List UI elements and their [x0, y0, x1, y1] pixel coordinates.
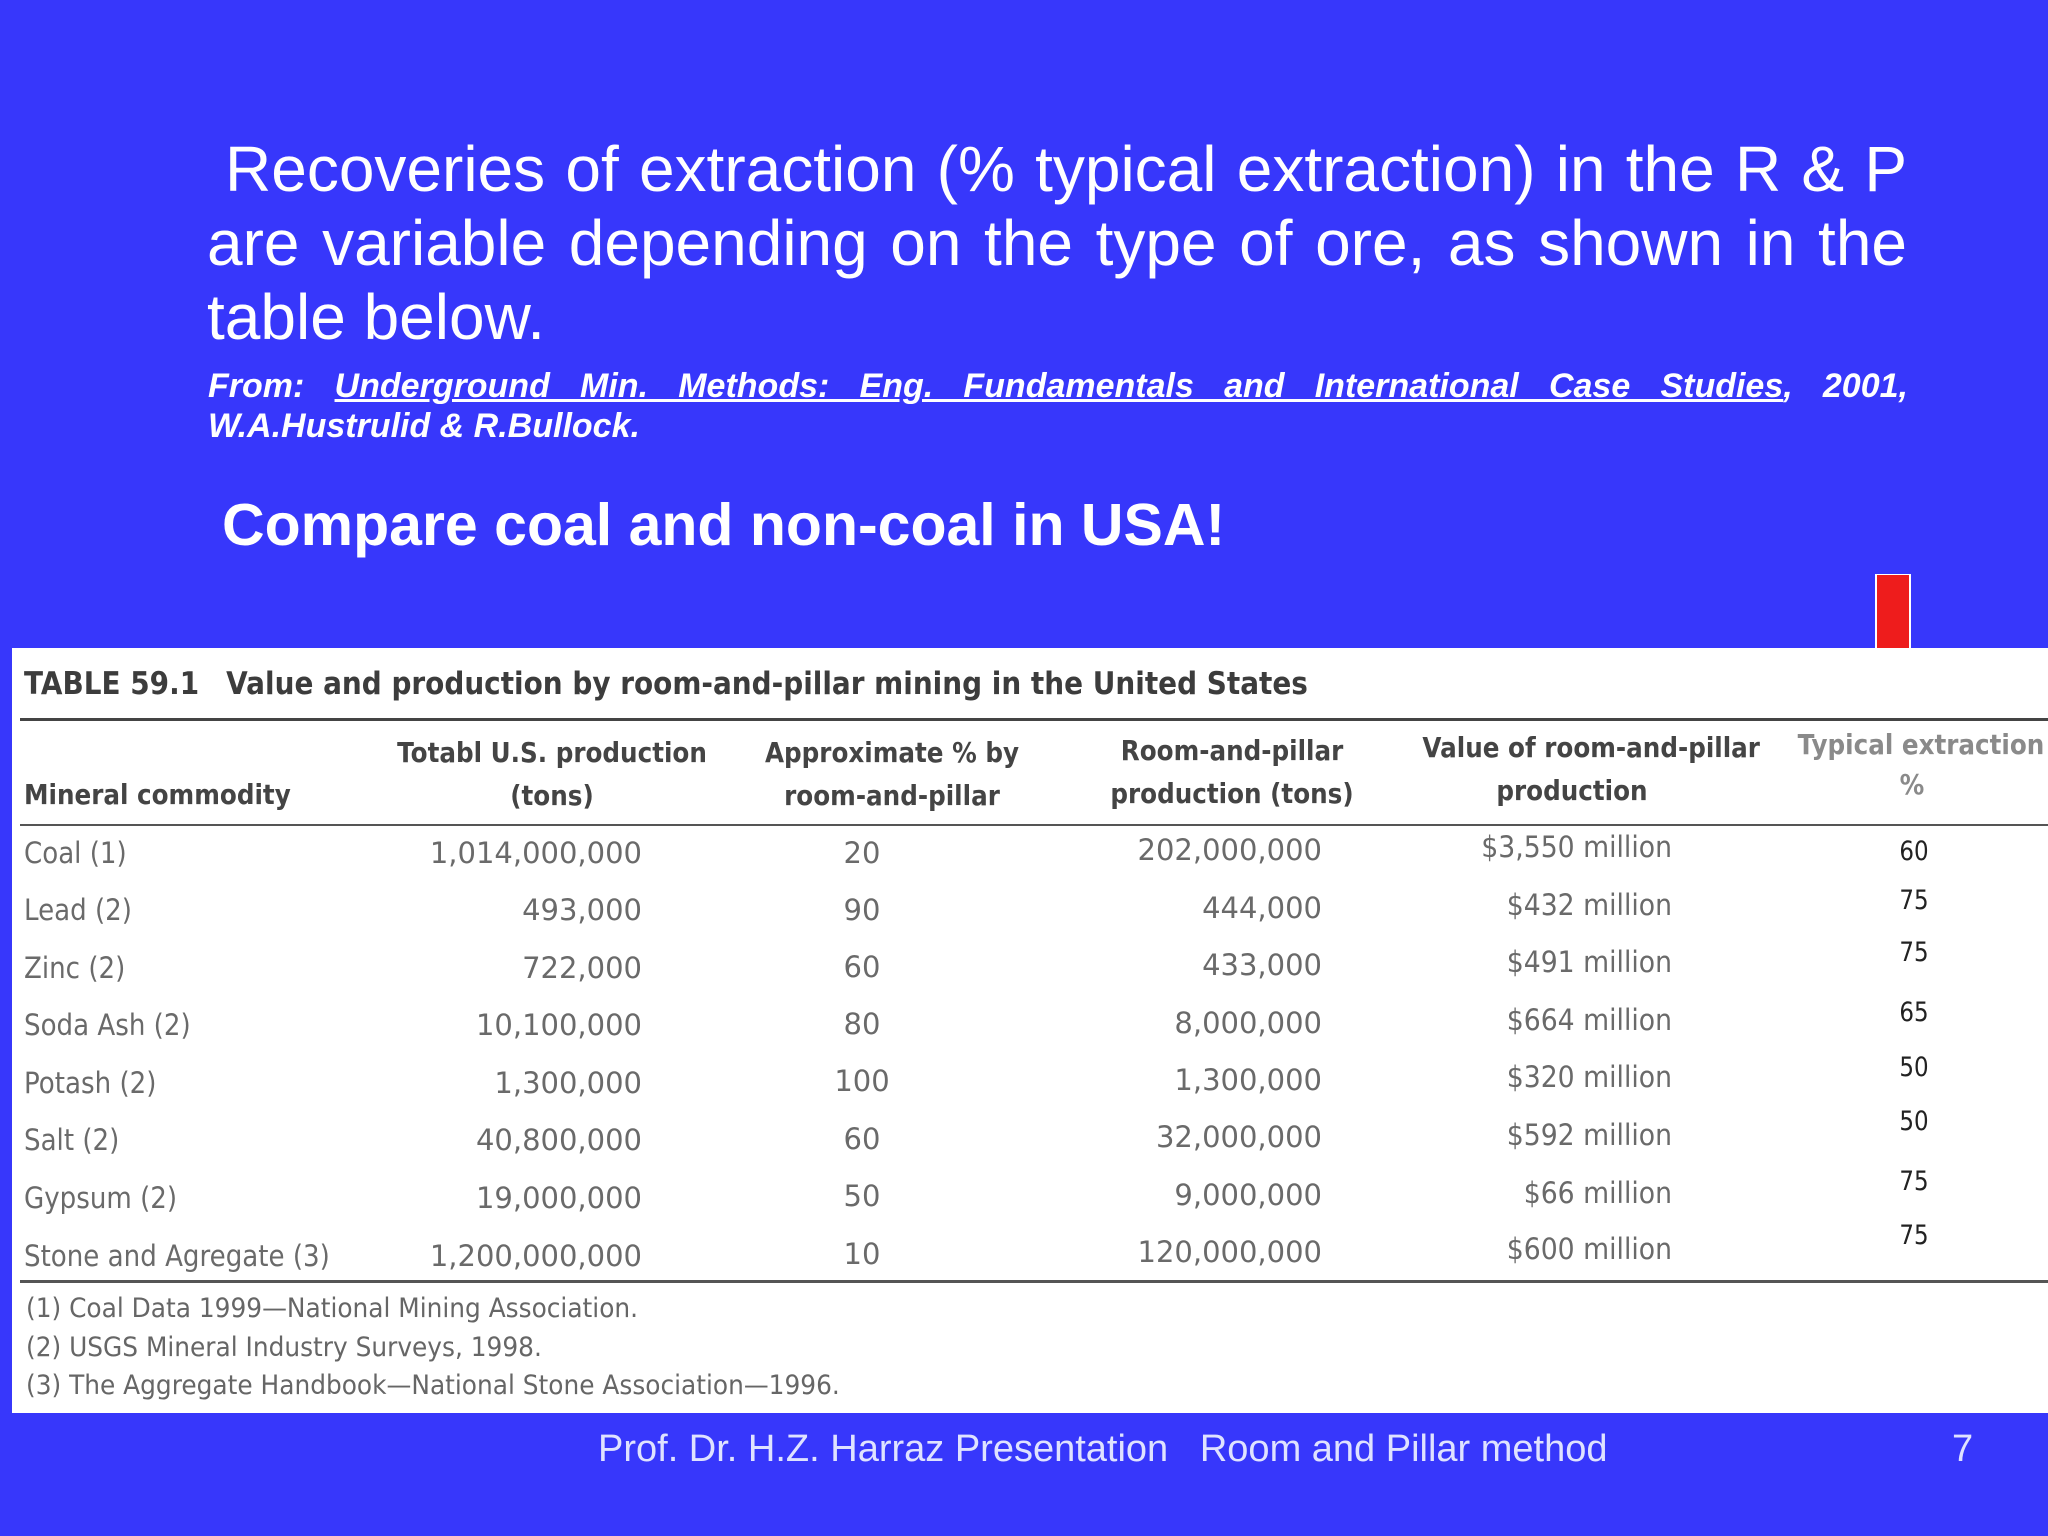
cell-value: $592 million	[1506, 1118, 1672, 1152]
cell-percent: 20	[843, 836, 881, 870]
header-extraction-line2: %	[1899, 768, 1925, 801]
source-book-title: Underground Min. Methods: Eng. Fundamentals and International Case Studies	[334, 367, 1784, 405]
cell-production: 19,000,000	[475, 1181, 642, 1215]
cell-extraction: 75	[1899, 885, 1929, 916]
cell-percent: 50	[843, 1179, 881, 1213]
header-production-line1: Totabl U.S. production	[397, 736, 707, 769]
cell-rp-production: 433,000	[1202, 948, 1322, 982]
cell-rp-production: 8,000,000	[1174, 1006, 1322, 1040]
cell-value: $66 million	[1523, 1176, 1672, 1210]
source-rest: , 2001, W.A.Hustrulid & R.Bullock.	[208, 367, 1908, 445]
header-percent-line2: room-and-pillar	[784, 779, 1000, 812]
footnote: (2) USGS Mineral Industry Surveys, 1998.	[26, 1332, 542, 1363]
cell-value: $491 million	[1506, 945, 1672, 979]
header-rp-line2: production (tons)	[1110, 777, 1354, 810]
cell-value: $3,550 million	[1481, 830, 1672, 864]
cell-extraction: 75	[1899, 1166, 1929, 1197]
cell-rp-production: 9,000,000	[1174, 1178, 1322, 1212]
cell-rp-production: 202,000,000	[1137, 833, 1322, 867]
cell-commodity: Coal (1)	[24, 836, 127, 870]
intro-paragraph	[207, 132, 1907, 354]
cell-rp-production: 120,000,000	[1137, 1235, 1322, 1269]
cell-production: 1,014,000,000	[429, 836, 642, 870]
cell-percent: 80	[843, 1007, 881, 1041]
cell-commodity: Potash (2)	[24, 1066, 157, 1100]
table-title-text: Value and production by room-and-pillar mining in the United States	[226, 666, 1308, 702]
slide-number: 7	[1952, 1428, 1974, 1470]
footnote: (1) Coal Data 1999—National Mining Association.	[26, 1293, 639, 1324]
header-commodity: Mineral commodity	[24, 778, 291, 811]
table-top-rule	[20, 718, 2048, 721]
intro-text: Recoveries of extraction (% typical extraction) in the R & P are variable depending on the type of ore, as shown in the table below.	[207, 133, 1907, 353]
cell-percent: 100	[834, 1064, 890, 1098]
cell-commodity: Stone and Agregate (3)	[24, 1239, 330, 1273]
header-rp-line1: Room-and-pillar	[1120, 734, 1344, 767]
cell-production: 1,200,000,000	[429, 1239, 642, 1273]
cell-commodity: Lead (2)	[24, 893, 132, 927]
compare-heading: Compare coal and non-coal in USA!	[222, 492, 1226, 558]
cell-value: $664 million	[1506, 1003, 1672, 1037]
cell-percent: 90	[843, 893, 881, 927]
cell-value: $600 million	[1506, 1232, 1672, 1266]
cell-rp-production: 444,000	[1202, 891, 1322, 925]
presenter-footer: Prof. Dr. H.Z. Harraz Presentation Room and Pillar method	[598, 1428, 1608, 1470]
cell-production: 10,100,000	[475, 1008, 642, 1042]
footnote: (3) The Aggregate Handbook—National Stone Association—1996.	[26, 1370, 840, 1401]
header-production-line2: (tons)	[510, 779, 594, 812]
cell-commodity: Soda Ash (2)	[24, 1008, 191, 1042]
cell-rp-production: 32,000,000	[1155, 1120, 1322, 1154]
cell-production: 493,000	[522, 893, 642, 927]
table-title	[24, 666, 1308, 702]
cell-rp-production: 1,300,000	[1174, 1063, 1322, 1097]
cell-extraction: 50	[1899, 1052, 1929, 1083]
cell-commodity: Zinc (2)	[24, 951, 126, 985]
cell-value: $320 million	[1506, 1060, 1672, 1094]
cell-value: $432 million	[1506, 888, 1672, 922]
table-number: TABLE 59.1	[24, 666, 200, 702]
cell-percent: 60	[843, 1122, 881, 1156]
cell-production: 1,300,000	[494, 1066, 642, 1100]
cell-percent: 10	[843, 1237, 881, 1271]
cell-percent: 60	[843, 950, 881, 984]
source-citation	[208, 366, 1908, 446]
source-prefix: From:	[208, 367, 335, 405]
data-table	[12, 648, 2048, 1413]
header-value-line1: Value of room-and-pillar	[1422, 731, 1760, 764]
cell-extraction: 75	[1899, 937, 1929, 968]
header-percent-line1: Approximate % by	[764, 736, 1020, 769]
header-extraction-line1: Typical extraction	[1797, 728, 2045, 761]
cell-extraction: 65	[1899, 997, 1929, 1028]
cell-extraction: 60	[1899, 836, 1929, 867]
table-header-rule	[20, 824, 2048, 826]
cell-commodity: Salt (2)	[24, 1123, 120, 1157]
table-footer-rule	[20, 1280, 2048, 1283]
cell-production: 722,000	[522, 951, 642, 985]
cell-commodity: Gypsum (2)	[24, 1181, 178, 1215]
cell-extraction: 75	[1899, 1220, 1929, 1251]
cell-production: 40,800,000	[475, 1123, 642, 1157]
cell-extraction: 50	[1899, 1106, 1929, 1137]
header-value-line2: production	[1496, 774, 1648, 807]
